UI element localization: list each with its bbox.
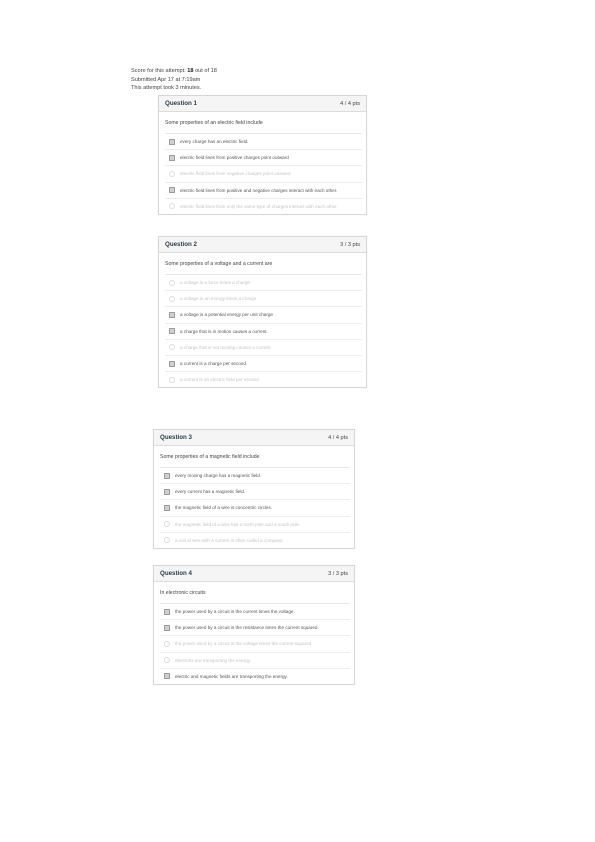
checked-checkbox-icon (164, 609, 170, 615)
question-body (159, 112, 366, 214)
unchecked-radio-icon (164, 521, 170, 527)
checked-checkbox-icon (164, 473, 170, 479)
answer-list (160, 468, 350, 548)
duration-line: This attempt took 3 minutes. (131, 85, 202, 91)
submitted-line: Submitted Apr 17 at 7:19am (131, 76, 201, 83)
answer-label: a charge that is not moving causes a current. (180, 344, 272, 350)
answer-label: every charge has an electric field. (180, 139, 249, 145)
checked-checkbox-icon (164, 673, 170, 679)
answer-label: the magnetic field of a wire has a north pole and a south pole. (175, 521, 301, 527)
checked-checkbox-icon (164, 625, 170, 631)
answer-option (165, 372, 362, 387)
checked-checkbox-icon (164, 505, 170, 511)
question-body (154, 446, 354, 548)
answer-option (160, 484, 350, 500)
answer-label: electric and magnetic fields are transporting the energy. (175, 673, 288, 679)
answer-label: the power used by a circuit is the resistance times the current squared. (175, 625, 319, 631)
attempt-summary (131, 67, 217, 93)
answer-option (165, 275, 362, 291)
answer-option (160, 604, 350, 620)
answer-label: the power used by a circuit is the voltage times the current squared. (175, 641, 313, 647)
answer-label: a current is a charge per second. (180, 361, 248, 367)
answer-option (160, 533, 350, 548)
answer-option (165, 166, 362, 182)
answer-label: a charge that is in motion causes a current. (180, 328, 268, 334)
question-prompt: Some properties of a voltage and a current are (165, 253, 362, 275)
question-title: Question 1 (165, 100, 197, 107)
unchecked-radio-icon (169, 203, 175, 209)
answer-label: the power used by a circuit is the current times the voltage. (175, 609, 295, 615)
unchecked-radio-icon (164, 537, 170, 543)
answer-option (165, 199, 362, 214)
question-card-4 (153, 565, 355, 685)
question-points: 3 / 3 pts (340, 241, 360, 248)
question-prompt: In electronic circuits (160, 582, 350, 604)
checked-checkbox-icon (164, 489, 170, 495)
checked-checkbox-icon (169, 328, 175, 334)
answer-option (165, 356, 362, 372)
question-body (159, 253, 366, 387)
answer-option (165, 183, 362, 199)
answer-label: a current is an electric field per second. (180, 377, 260, 383)
answer-label: the magnetic field of a wire is concentric circles. (175, 505, 273, 511)
answer-option (160, 620, 350, 636)
unchecked-radio-icon (164, 641, 170, 647)
answer-option (165, 134, 362, 150)
unchecked-radio-icon (169, 344, 175, 350)
score-line: Score for this attempt: 18 out of 18 (131, 68, 217, 74)
answer-label: electrons are transporting the energy. (175, 657, 252, 663)
answer-option (165, 291, 362, 307)
question-header (159, 96, 366, 112)
answer-label: every moving charge has a magnetic field. (175, 473, 262, 479)
answer-list (165, 275, 362, 387)
unchecked-radio-icon (164, 657, 170, 663)
answer-label: electric field lines from only the same type of charges interact with each other. (180, 203, 338, 209)
unchecked-radio-icon (169, 296, 175, 302)
question-title: Question 4 (160, 570, 192, 577)
question-header (154, 566, 354, 582)
answer-list (165, 134, 362, 214)
checked-checkbox-icon (169, 361, 175, 367)
answer-option (165, 307, 362, 323)
answer-option (160, 468, 350, 484)
answer-option (160, 669, 350, 684)
answer-label: a voltage is a force times a charge (180, 280, 250, 286)
question-title: Question 3 (160, 434, 192, 441)
checked-checkbox-icon (169, 155, 175, 161)
answer-option (165, 150, 362, 166)
answer-option (160, 636, 350, 652)
answer-label: a coil of wire with a current is often called a compass. (175, 537, 284, 543)
checked-checkbox-icon (169, 139, 175, 145)
unchecked-radio-icon (169, 171, 175, 177)
answer-option (160, 517, 350, 533)
score-value: 18 (187, 68, 194, 74)
question-points: 3 / 3 pts (328, 570, 348, 577)
answer-label: electric field lines from positive charges point outward (180, 155, 289, 161)
question-title: Question 2 (165, 241, 197, 248)
checked-checkbox-icon (169, 187, 175, 193)
question-body (154, 582, 354, 684)
question-header (154, 430, 354, 446)
answer-option (165, 324, 362, 340)
answer-label: a voltage is an energy times a charge (180, 296, 257, 302)
question-points: 4 / 4 pts (340, 100, 360, 107)
question-card-2 (158, 236, 367, 388)
answer-option (160, 500, 350, 516)
answer-label: electric field lines from positive and negative charges interact with each other. (180, 187, 338, 193)
question-prompt: Some properties of a magnetic field include (160, 446, 350, 468)
checked-checkbox-icon (169, 312, 175, 318)
question-points: 4 / 4 pts (328, 434, 348, 441)
unchecked-radio-icon (169, 280, 175, 286)
question-prompt: Some properties of an electric field include (165, 112, 362, 134)
answer-list (160, 604, 350, 684)
question-header (159, 237, 366, 253)
unchecked-radio-icon (169, 377, 175, 383)
answer-label: every current has a magnetic field. (175, 489, 246, 495)
answer-label: a voltage is a potential energy per unit charge (180, 312, 273, 318)
answer-option (160, 653, 350, 669)
answer-option (165, 340, 362, 356)
question-card-1 (158, 95, 367, 215)
question-card-3 (153, 429, 355, 549)
answer-label: electric field lines from negative charges point outward (180, 171, 291, 177)
